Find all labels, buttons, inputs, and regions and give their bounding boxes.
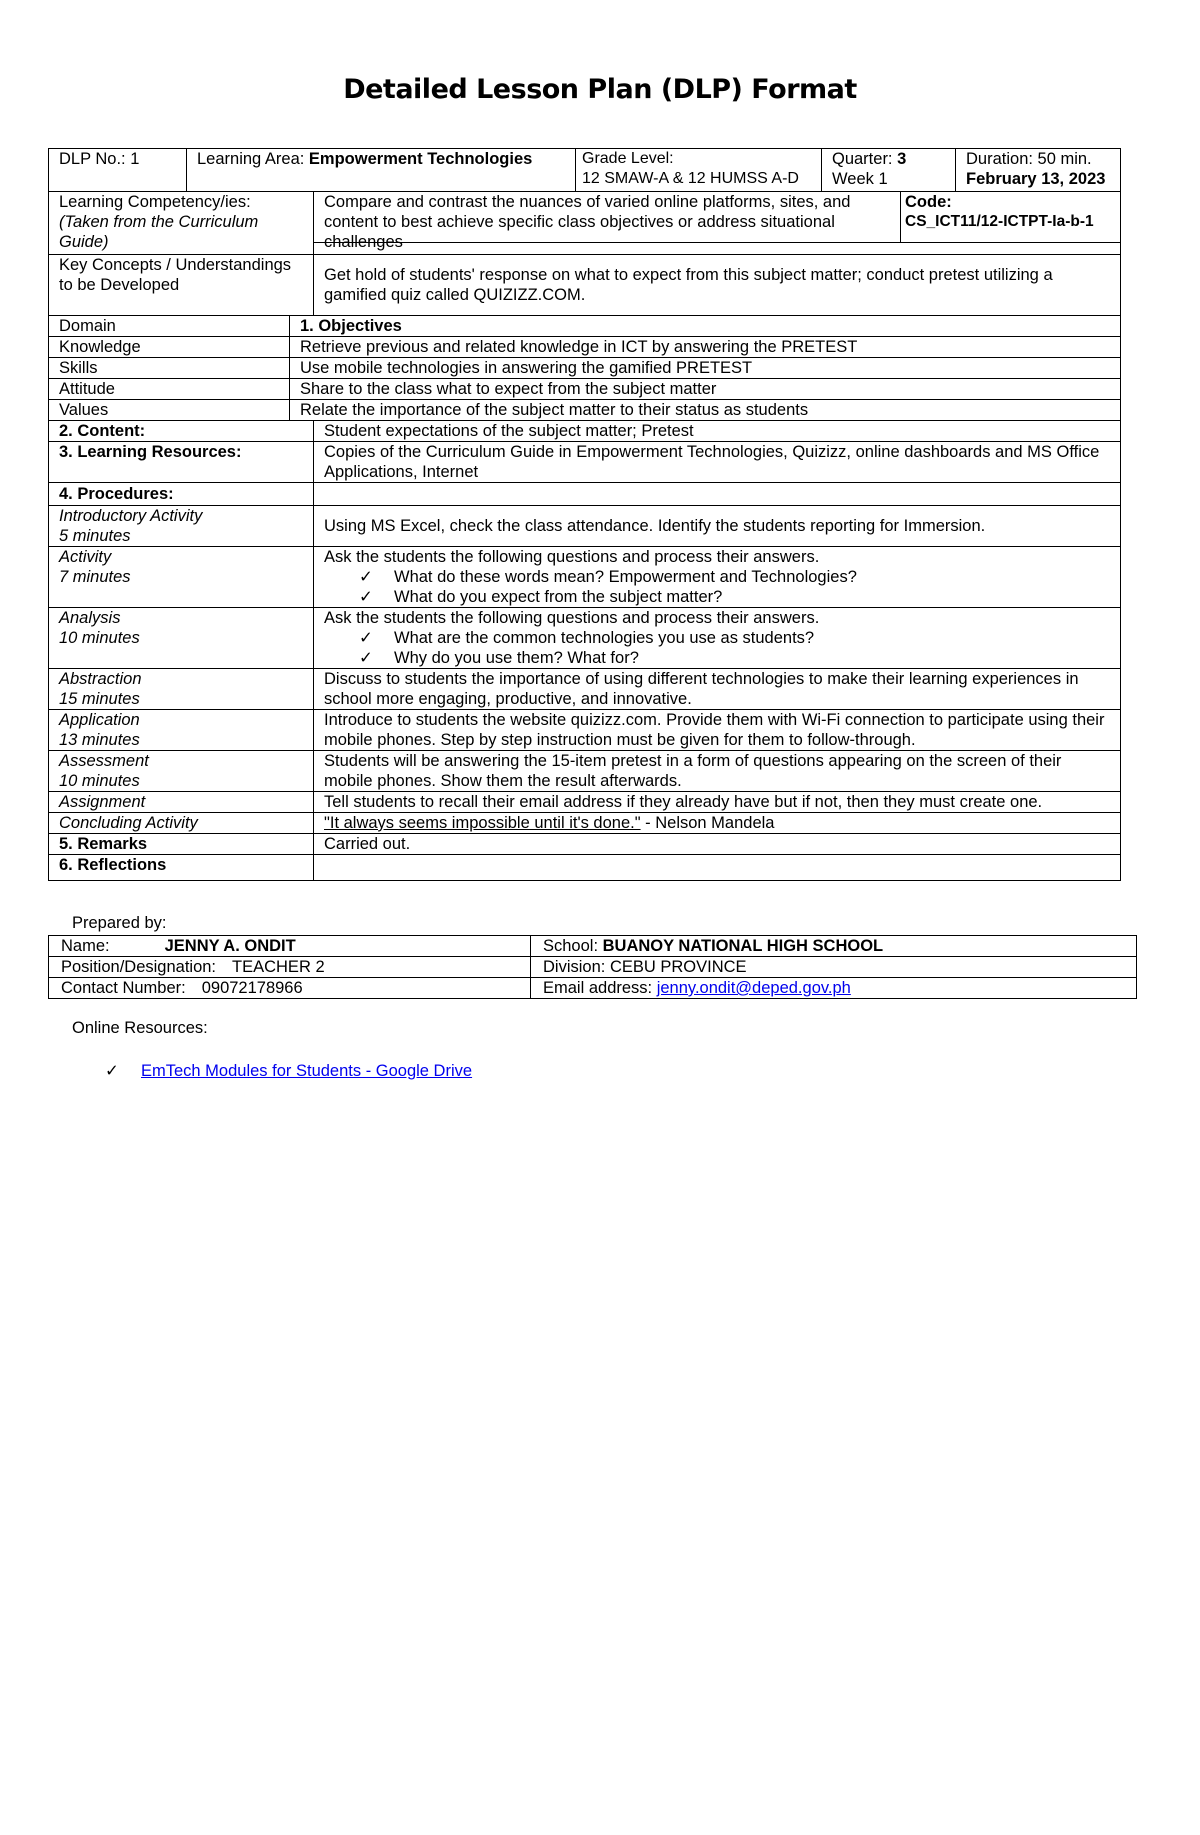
check-icon: ✓ bbox=[359, 629, 373, 647]
analysis-row bbox=[49, 608, 1121, 669]
remarks-text: Carried out. bbox=[314, 834, 1121, 855]
objective-domain: Skills bbox=[49, 358, 290, 379]
reflections-label: 6. Reflections bbox=[49, 855, 314, 881]
content-row bbox=[49, 421, 1121, 442]
learning-area: Learning Area: Empowerment Technologies bbox=[187, 149, 576, 191]
introductory-text: Using MS Excel, check the class attendance. Identify the students reporting for Immersion. bbox=[314, 506, 1121, 547]
resources-row bbox=[49, 442, 1121, 483]
activity-text: Ask the students the following questions and process their answers. ✓ What do these words mean? Empowerment and Technologies? ✓ What do you expect from the subject matter? bbox=[314, 547, 1121, 608]
content-label: 2. Content: bbox=[49, 421, 314, 442]
competency-code: Code: CS_ICT11/12-ICTPT-Ia-b-1 bbox=[901, 192, 1121, 243]
concluding-row bbox=[49, 813, 1121, 834]
application-row bbox=[49, 710, 1121, 751]
signature-row bbox=[49, 957, 1137, 978]
prepared-by-label: Prepared by: bbox=[72, 914, 167, 932]
check-icon: ✓ bbox=[359, 568, 373, 586]
objectives-heading: 1. Objectives bbox=[290, 316, 1121, 337]
activity-label: Activity 7 minutes bbox=[49, 547, 314, 608]
objective-text: Use mobile technologies in answering the gamified PRETEST bbox=[290, 358, 1121, 379]
key-concepts-text: Get hold of students' response on what to expect from this subject matter; conduct pretest utilizing a gamified quiz called QUIZIZZ.COM. bbox=[314, 255, 1121, 316]
lesson-plan-table bbox=[48, 148, 1121, 881]
domain-label: Domain bbox=[49, 316, 290, 337]
reflections-row bbox=[49, 855, 1121, 881]
abstraction-row bbox=[49, 669, 1121, 710]
header-row bbox=[49, 149, 1121, 192]
application-text: Introduce to students the website quizizz.com. Provide them with Wi-Fi connection to participate using their mobile phones. Step by step instruction must be given for them to follow-through. bbox=[314, 710, 1121, 751]
division-cell: Division: CEBU PROVINCE bbox=[531, 957, 1137, 978]
assignment-text: Tell students to recall their email address if they already have but if not, then they must create one. bbox=[314, 792, 1121, 813]
introductory-label: Introductory Activity 5 minutes bbox=[49, 506, 314, 547]
introductory-row bbox=[49, 506, 1121, 547]
procedures-label: 4. Procedures: bbox=[49, 483, 314, 506]
signature-table bbox=[48, 935, 1137, 999]
abstraction-text: Discuss to students the importance of using different technologies to make their learning experiences in school more engaging, productive, and innovative. bbox=[314, 669, 1121, 710]
remarks-row bbox=[49, 834, 1121, 855]
emtech-modules-link[interactable]: EmTech Modules for Students - Google Drive bbox=[141, 1062, 473, 1080]
competency-label: Learning Competency/ies: (Taken from the Curriculum Guide) bbox=[49, 192, 314, 255]
concluding-label: Concluding Activity bbox=[49, 813, 314, 834]
key-concepts-label: Key Concepts / Understandings to be Developed bbox=[49, 255, 314, 316]
objective-text: Retrieve previous and related knowledge in ICT by answering the PRETEST bbox=[290, 337, 1121, 358]
check-icon: ✓ bbox=[105, 1062, 119, 1080]
school-cell: School: BUANOY NATIONAL HIGH SCHOOL bbox=[531, 936, 1137, 957]
resources-label: 3. Learning Resources: bbox=[49, 442, 314, 483]
email-link[interactable]: jenny.ondit@deped.gov.ph bbox=[656, 979, 851, 997]
objective-text: Relate the importance of the subject matter to their status as students bbox=[290, 400, 1121, 421]
contact-cell: Contact Number: 09072178966 bbox=[49, 978, 531, 999]
assignment-row bbox=[49, 792, 1121, 813]
grade-level: Grade Level: 12 SMAW-A & 12 HUMSS A-D bbox=[576, 149, 822, 191]
assessment-text: Students will be answering the 15-item pretest in a form of questions appearing on the screen of their mobile phones. Show them the result afterwards. bbox=[314, 751, 1121, 792]
signature-row bbox=[49, 978, 1137, 999]
competency-row bbox=[49, 192, 1121, 255]
signature-row bbox=[49, 936, 1137, 957]
dlp-number: DLP No.: 1 bbox=[49, 149, 187, 191]
duration: Duration: 50 min. February 13, 2023 bbox=[966, 150, 1106, 188]
competency-text: Compare and contrast the nuances of varied online platforms, sites, and content to best achieve specific class objectives or address situational challenges bbox=[314, 192, 901, 243]
key-concepts-row bbox=[49, 255, 1121, 316]
online-resources-label: Online Resources: bbox=[72, 1019, 208, 1037]
check-icon: ✓ bbox=[359, 588, 373, 606]
content-text: Student expectations of the subject matter; Pretest bbox=[314, 421, 1121, 442]
objective-row bbox=[49, 379, 1121, 400]
concluding-text: "It always seems impossible until it's done." - Nelson Mandela bbox=[314, 813, 1121, 834]
abstraction-label: Abstraction 15 minutes bbox=[49, 669, 314, 710]
objectives-header-row bbox=[49, 316, 1121, 337]
analysis-text: Ask the students the following questions and process their answers. ✓ What are the common technologies you use as students? ✓ Why do you use them? What for? bbox=[314, 608, 1121, 669]
procedures-empty bbox=[314, 483, 1121, 506]
remarks-label: 5. Remarks bbox=[49, 834, 314, 855]
email-cell: Email address: jenny.ondit@deped.gov.ph bbox=[531, 978, 1137, 999]
assessment-label: Assessment 10 minutes bbox=[49, 751, 314, 792]
resources-text: Copies of the Curriculum Guide in Empowerment Technologies, Quizizz, online dashboards and MS Office Applications, Internet bbox=[314, 442, 1121, 483]
objective-row bbox=[49, 400, 1121, 421]
assessment-row bbox=[49, 751, 1121, 792]
page-title: Detailed Lesson Plan (DLP) Format bbox=[343, 74, 857, 105]
objective-text: Share to the class what to expect from the subject matter bbox=[290, 379, 1121, 400]
position-cell: Position/Designation: TEACHER 2 bbox=[49, 957, 531, 978]
procedures-row bbox=[49, 483, 1121, 506]
online-resources-list bbox=[105, 1061, 472, 1081]
check-icon: ✓ bbox=[359, 649, 373, 667]
activity-row bbox=[49, 547, 1121, 608]
application-label: Application 13 minutes bbox=[49, 710, 314, 751]
objective-row bbox=[49, 337, 1121, 358]
assignment-label: Assignment bbox=[49, 792, 314, 813]
objective-domain: Knowledge bbox=[49, 337, 290, 358]
quarter: Quarter: 3 Week 1 bbox=[822, 149, 956, 191]
analysis-label: Analysis 10 minutes bbox=[49, 608, 314, 669]
reflections-text bbox=[314, 855, 1121, 881]
objective-domain: Attitude bbox=[49, 379, 290, 400]
objective-domain: Values bbox=[49, 400, 290, 421]
objective-row bbox=[49, 358, 1121, 379]
name-cell: Name: JENNY A. ONDIT bbox=[49, 936, 531, 957]
